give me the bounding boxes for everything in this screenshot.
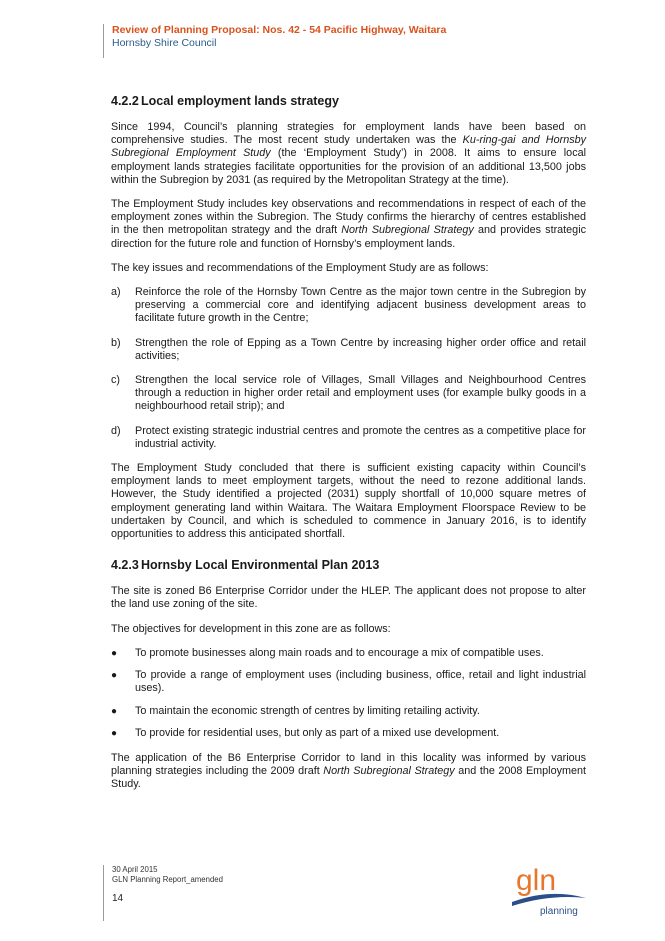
council-name: Hornsby Shire Council (112, 37, 217, 49)
logo-brand-text: gln (516, 864, 557, 897)
list-item (111, 286, 586, 326)
paragraph (111, 198, 586, 251)
bullet-icon: ● (111, 647, 118, 659)
gln-planning-logo-icon (510, 858, 588, 918)
text-run: and the 2008 Employment Study. (111, 765, 586, 791)
list-item (111, 425, 586, 451)
bullet-text: To provide for residential uses, but only as part of a mixed use development. (135, 726, 500, 739)
list-item (111, 337, 586, 363)
bullet-icon: ● (111, 727, 118, 739)
bullet-text: To maintain the economic strength of centres by limiting retailing activity. (135, 704, 480, 717)
bullet-icon: ● (111, 670, 118, 682)
bullet-icon: ● (111, 705, 118, 717)
bullet-item (111, 669, 586, 695)
italic-title: North Subregional Strategy (323, 765, 455, 778)
bullet-item (111, 647, 586, 660)
list-label: b) (111, 336, 121, 349)
section-number: 4.2.3 (111, 558, 139, 573)
page-content (111, 94, 586, 803)
section-heading-422 (111, 94, 586, 108)
section-number: 4.2.2 (111, 94, 139, 108)
text-run: The application of the B6 Enterprise Corridor to land in this locality was informed by various planning strategies including the 2009 draft (111, 751, 586, 778)
footer-doc-name: GLN Planning Report_amended (112, 875, 223, 884)
list-label: d) (111, 424, 121, 437)
text-run: (the ‘Employment Study’) in 2008. It aims to ensure local employment lands strategies facilitate opportunities for the provision of an additional 13,500 jobs within the Subregion by 2031 (as required by the Metropolitan Strategy at the time). (111, 147, 586, 186)
paragraph (111, 752, 586, 792)
section-title: Local employment lands strategy (141, 94, 339, 108)
section-title: Hornsby Local Environmental Plan 2013 (141, 558, 380, 573)
page-footer (103, 865, 223, 921)
text-run: Since 1994, Council’s planning strategies for employment lands have been based on comprehensive studies. The most recent study undertaken was the (111, 121, 586, 147)
text-run: and provides strategic direction for the future role and function of Hornsby’s employment lands. (111, 224, 586, 250)
report-title: Review of Planning Proposal: Nos. 42 - 54 Pacific Highway, Waitara (112, 24, 447, 36)
bullet-text: To provide a range of employment uses (including business, office, retail and light industrial uses). (135, 669, 586, 695)
paragraph: The site is zoned B6 Enterprise Corridor under the HLEP. The applicant does not propose to alter the land use zoning of the site. (111, 585, 586, 611)
page-header (103, 24, 446, 58)
text-run: The Employment Study includes key observations and recommendations in respect of each of the employment zones within the Subregion. The Study confirms the hierarchy of centres established in the then metropolitan strategy and the draft (111, 198, 586, 237)
section-heading-423 (111, 558, 586, 572)
list-text: Strengthen the local service role of Villages, Small Villages and Neighbourhood Centres through a reduction in higher order retail and employment uses (for example bulky goods in a neighbourhood retail strip); and (135, 374, 586, 413)
bullet-item (111, 727, 586, 740)
list-label: c) (111, 374, 120, 387)
italic-title: Ku-ring-gai and Hornsby Subregional Employment Study (111, 134, 587, 160)
footer-date: 30 April 2015 (112, 865, 158, 874)
italic-title: North Subregional Strategy (341, 224, 474, 237)
paragraph (111, 121, 586, 187)
list-text: Strengthen the role of Epping as a Town Centre by increasing higher order office and retail activities; (135, 336, 586, 362)
list-item (111, 374, 586, 414)
bullet-item (111, 705, 586, 718)
paragraph: The key issues and recommendations of the Employment Study are as follows: (111, 261, 489, 274)
logo-word-text: planning (540, 906, 578, 917)
bullet-text: To promote businesses along main roads and to encourage a mix of compatible uses. (135, 646, 544, 659)
list-text: Reinforce the role of the Hornsby Town Centre as the major town centre in the Subregion by preserving a commercial core and identifying adjacent business development areas to facilitate future growth in the Centre; (135, 286, 586, 325)
paragraph: The Employment Study concluded that there is sufficient existing capacity within Council’s employment lands to meet employment targets, without the need to rezone additional lands. However, the Study identified a projected (2031) supply shortfall of 10,000 square metres of employment generating land within Waitara. The Waitara Employment Floorspace Review to be undertaken by Council, and which is scheduled to commence in January 2016, is to identify opportunities to address this anticipated shortfall. (111, 462, 586, 541)
page-number: 14 (112, 893, 124, 904)
paragraph: The objectives for development in this zone are as follows: (111, 622, 391, 635)
list-text: Protect existing strategic industrial centres and promote the centres as a competitive place for industrial activity. (135, 424, 586, 450)
list-label: a) (111, 286, 121, 299)
